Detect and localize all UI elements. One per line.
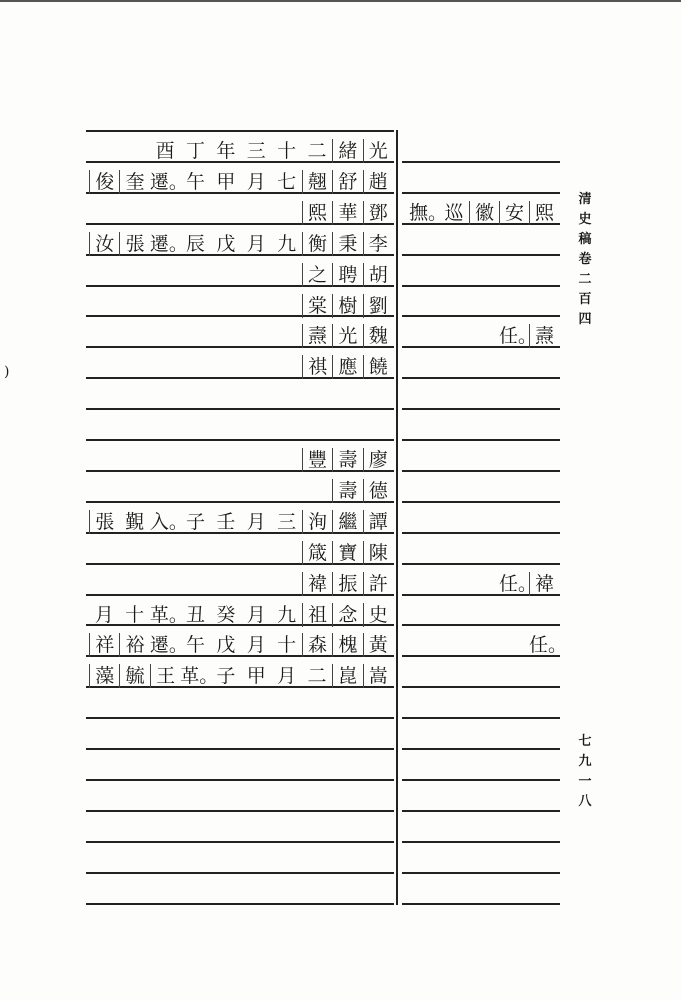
table-cell-char: 子 (216, 665, 236, 687)
column-divider (396, 130, 398, 905)
table-cell-char: 熙 (302, 201, 332, 225)
table-rule-right (402, 532, 560, 534)
table-cell-char: 辰 (185, 233, 205, 255)
table-cell-char: 趙 (363, 170, 393, 194)
margin-page-number (576, 732, 594, 812)
table-cell-char: 聘 (332, 263, 362, 287)
table-cell-char: 遷。 (149, 171, 188, 193)
table-rule-right (402, 377, 560, 379)
table-cell-char: 念 (332, 603, 362, 627)
right-table-row (403, 571, 559, 597)
table-cell-char: 光 (332, 324, 362, 348)
table-cell-char: 甲 (216, 171, 236, 193)
table-cell-char: 饒 (363, 355, 393, 379)
table-cell-char: 月 (94, 604, 114, 626)
table-cell-char: 光 (363, 139, 393, 163)
table-cell-char: 月 (246, 634, 266, 656)
margin-title-char: 史 (578, 212, 592, 227)
table-cell-char: 秉 (332, 232, 362, 256)
table-cell-char: 廖 (363, 448, 393, 472)
table-rule-left (86, 903, 394, 905)
table-row (88, 478, 393, 504)
table-cell-char: 箴 (302, 541, 332, 565)
right-cell-char: 任。 (529, 634, 568, 656)
right-cell-char: 撫。 (409, 202, 448, 224)
right-table-row (403, 200, 559, 226)
table-rule-right (402, 779, 560, 781)
table-cell-char: 胡 (363, 263, 393, 287)
table-cell-char: 革。 (149, 604, 188, 626)
table-rule-right (402, 192, 560, 194)
table-cell-char: 褘 (302, 572, 332, 596)
table-cell-char: 二 (307, 140, 327, 162)
right-table-row (403, 323, 559, 349)
table-row (88, 540, 393, 566)
table-rule-right (402, 624, 560, 626)
table-cell-char: 午 (185, 634, 205, 656)
table-cell-char: 燾 (302, 324, 332, 348)
table-row (88, 571, 393, 597)
table-rule-left (86, 810, 394, 812)
margin-page-char: 八 (578, 794, 592, 809)
table-cell-char: 藻 (89, 664, 119, 688)
table-row (88, 602, 393, 628)
right-cell-char: 燾 (529, 324, 559, 348)
table-row (88, 138, 393, 164)
margin-title-char: 百 (578, 292, 592, 307)
table-cell-char: 十 (125, 604, 145, 626)
table-row (88, 231, 393, 257)
table-cell-char: 十 (277, 140, 297, 162)
table-cell-char: 史 (363, 603, 393, 627)
table-cell-char: 九 (277, 233, 297, 255)
table-rule-left (86, 872, 394, 874)
table-cell-char: 劉 (363, 294, 393, 318)
table-cell-char: 毓 (119, 664, 149, 688)
right-cell-char: 巡 (444, 202, 464, 224)
table-rule-right (402, 408, 560, 410)
scan-top-border (0, 0, 681, 2)
table-cell-char: 丑 (185, 604, 205, 626)
table-row (88, 447, 393, 473)
table-row (88, 200, 393, 226)
table-rule-right (402, 285, 560, 287)
margin-title-char: 四 (578, 312, 592, 327)
table-cell-char: 舒 (332, 170, 362, 194)
table-rule-right (402, 686, 560, 688)
table-cell-char: 祺 (302, 355, 332, 379)
right-table-row (403, 632, 568, 658)
table-cell-char: 翹 (302, 170, 332, 194)
table-cell-char: 槐 (332, 633, 362, 657)
margin-title-char: 清 (578, 192, 592, 207)
table-cell-char: 戊 (216, 634, 236, 656)
table-row (88, 385, 393, 411)
table-cell-char: 洵 (302, 510, 332, 534)
table-cell-char: 樹 (332, 294, 362, 318)
table-cell-char: 革。 (180, 665, 219, 687)
table-cell-char: 遷。 (149, 634, 188, 656)
margin-title-char: 稿 (578, 232, 592, 247)
table-row (88, 169, 393, 195)
table-cell-char: 譚 (363, 510, 393, 534)
table-cell-char: 入。 (149, 511, 188, 533)
table-cell-char: 壬 (216, 511, 236, 533)
table-row (88, 323, 393, 349)
table-cell-char: 甲 (246, 665, 266, 687)
table-cell-char: 崑 (332, 664, 362, 688)
table-cell-char: 月 (246, 511, 266, 533)
left-margin-mark: ) (4, 364, 10, 380)
table-cell-char: 子 (185, 511, 205, 533)
table-cell-char: 緒 (332, 139, 362, 163)
table-cell-char: 戊 (216, 233, 236, 255)
table-cell-char: 繼 (332, 510, 362, 534)
table-cell-char: 癸 (216, 604, 236, 626)
margin-page-char: 一 (578, 774, 592, 789)
table-cell-char: 之 (302, 263, 332, 287)
table-rule-right (402, 748, 560, 750)
table-cell-char: 嵩 (363, 664, 393, 688)
margin-page-char: 九 (578, 754, 592, 769)
table-cell-char: 王 (150, 664, 180, 688)
table-row (88, 509, 393, 535)
table-rule-right (402, 841, 560, 843)
table-cell-char: 年 (216, 140, 236, 162)
table-cell-char: 奎 (119, 170, 149, 194)
table-rule-left (86, 717, 394, 719)
table-cell-char: 七 (277, 171, 297, 193)
table-cell-char: 遷。 (149, 233, 188, 255)
table-cell-char: 衡 (302, 232, 332, 256)
table-cell-char: 德 (363, 479, 393, 503)
table-rule-right (402, 717, 560, 719)
table-cell-char: 月 (277, 665, 297, 687)
table-rule-right (402, 315, 560, 317)
margin-title-vertical (576, 190, 594, 330)
table-rule-left (86, 748, 394, 750)
table-row (88, 416, 393, 442)
table-cell-char: 祥 (89, 633, 119, 657)
table-rule-right (402, 501, 560, 503)
table-cell-char: 二 (307, 665, 327, 687)
table-rule-right (402, 810, 560, 812)
table-rule-right (402, 470, 560, 472)
table-cell-char: 午 (185, 171, 205, 193)
table-cell-char: 許 (363, 572, 393, 596)
table-rule-left (86, 130, 394, 132)
right-cell-char: 任。 (499, 325, 538, 347)
table-cell-char: 豐 (302, 448, 332, 472)
table-cell-char: 振 (332, 572, 362, 596)
table-row (88, 663, 393, 689)
table-cell-char: 李 (363, 232, 393, 256)
table-cell-char: 寶 (332, 541, 362, 565)
table-cell-char: 月 (246, 604, 266, 626)
table-cell-char: 壽 (332, 479, 362, 503)
table-rule-right (402, 439, 560, 441)
table-cell-char: 三 (246, 140, 266, 162)
table-row (88, 262, 393, 288)
table-cell-char: 月 (246, 233, 266, 255)
table-rule-right (402, 161, 560, 163)
right-cell-char: 安 (499, 201, 529, 225)
table-cell-char: 黃 (363, 633, 393, 657)
margin-title-char: 卷 (578, 252, 592, 267)
table-cell-char: 丁 (185, 140, 205, 162)
table-rule-right (402, 563, 560, 565)
table-cell-char: 鄧 (363, 201, 393, 225)
table-cell-char: 華 (332, 201, 362, 225)
table-cell-char: 三 (277, 511, 297, 533)
table-rule-right (402, 903, 560, 905)
table-rule-left (86, 779, 394, 781)
table-cell-char: 魏 (363, 324, 393, 348)
table-cell-char: 壽 (332, 448, 362, 472)
table-cell-char: 森 (302, 633, 332, 657)
table-cell-char: 應 (332, 355, 362, 379)
table-cell-char: 覲 (125, 511, 145, 533)
table-cell-char: 俊 (89, 170, 119, 194)
table-cell-char: 陳 (363, 541, 393, 565)
table-cell-char: 汝 (89, 232, 119, 256)
right-cell-char: 任。 (499, 573, 538, 595)
table-row (88, 632, 393, 658)
right-cell-char: 徽 (469, 201, 499, 225)
table-cell-char: 張 (119, 232, 149, 256)
table-cell-char: 棠 (302, 294, 332, 318)
table-rule-right (402, 872, 560, 874)
table-cell-char: 酉 (155, 140, 175, 162)
margin-page-char: 七 (578, 734, 592, 749)
table-rule-left (86, 841, 394, 843)
table-cell-char: 十 (277, 634, 297, 656)
table-cell-char: 張 (89, 510, 119, 534)
table-row (88, 354, 393, 380)
table-cell-char: 月 (246, 171, 266, 193)
table-cell-char: 九 (277, 604, 297, 626)
right-cell-char: 熙 (529, 201, 559, 225)
right-cell-char: 褘 (529, 572, 559, 596)
table-row (88, 293, 393, 319)
table-cell-char: 裕 (119, 633, 149, 657)
margin-title-char: 二 (578, 272, 592, 287)
table-cell-char: 祖 (302, 603, 332, 627)
table-rule-right (402, 254, 560, 256)
